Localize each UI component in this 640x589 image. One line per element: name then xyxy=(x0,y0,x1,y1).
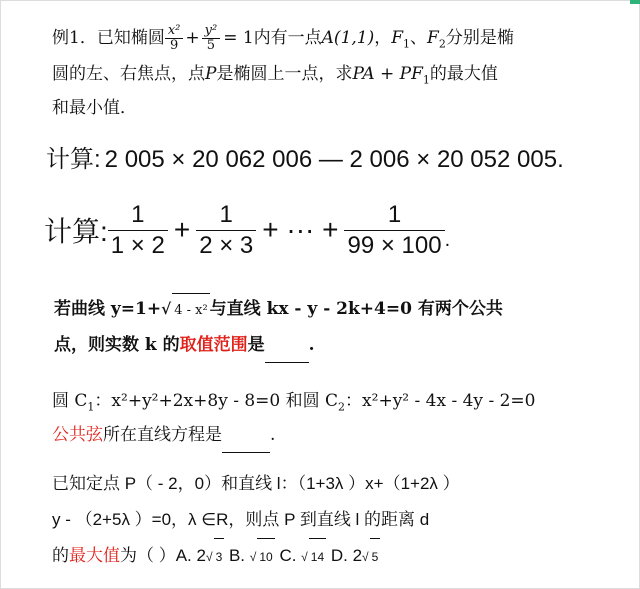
ellipse-fraction-x: $\frac{\text{x²}}{9}$ xyxy=(165,24,184,53)
problem-2-expression: 2 005 × 20 062 006 — 2 006 × 20 052 005. xyxy=(104,146,564,173)
option-b-radicand: 10 xyxy=(257,538,274,575)
problem-1 xyxy=(52,22,592,124)
common-chord-highlight: 公共弦 xyxy=(52,425,103,445)
problem-5 xyxy=(52,384,612,453)
problem-6-line-2: y - （2+5λ ）=0，λ ∈R，则点 P 到直线 l 的距离 d xyxy=(52,510,430,529)
option-a-radicand: 3 xyxy=(214,538,225,575)
problem-1-line-2: 圆的左、右焦点，点P是椭圆上一点，求PA + $PF_1$的最大值 xyxy=(52,64,498,87)
fraction-1: $\frac{1}{1 \times 2}$ xyxy=(108,200,168,261)
answer-blank xyxy=(265,328,309,363)
problem-6-line-3: 的最大值为（ ）A. 2√ 3 B. √ 10 C. √ 14 D. 2√ 5 xyxy=(52,538,612,575)
problem-5-line-2: 公共弦所在直线方程是 . xyxy=(52,418,612,453)
option-d-radicand: 5 xyxy=(370,538,381,575)
problem-1-label: 例1．已知椭圆 xyxy=(52,28,165,48)
fraction-2: $\frac{1}{2 \times 3}$ xyxy=(196,200,256,261)
answer-blank xyxy=(222,418,270,453)
problem-6-line-1: 已知定点 P（ - 2，0）和直线 l：（1+3λ ）x+（1+2λ ） xyxy=(52,474,460,493)
corner-marker xyxy=(630,0,640,4)
problem-4 xyxy=(54,292,614,363)
problem-2-label: 计算: xyxy=(46,146,101,173)
problem-4-line-2: 点，则实数 k 的取值范围是 . xyxy=(54,328,614,363)
problem-3: 计算: $\frac{1}{1 \times 2}$ + $\frac{1}{2 \times 3}$ + ··· + $\frac{1}{99 \times 100}$ . xyxy=(44,200,451,259)
fraction-3: $\frac{1}{99 \times 100}$ xyxy=(344,200,444,261)
problem-1-line-3: 和最小值． xyxy=(52,98,137,118)
problem-3-label: 计算: xyxy=(44,216,108,247)
max-value-highlight: 最大值 xyxy=(69,546,120,565)
sqrt-expression: 4 - x² xyxy=(172,293,209,328)
ellipse-fraction-y: $\frac{\text{y²}}{5}$ xyxy=(202,24,221,53)
problem-1-line-1: 例1．已知椭圆 $\frac{\text{x²}}{9}$ + $\frac{\text{y²}}{5}$ = 1内有一点A(1,1)，$F_1$、$F_2$分别是椭 xyxy=(52,23,514,53)
range-highlight: 取值范围 xyxy=(179,335,248,355)
option-c-radicand: 14 xyxy=(309,538,326,575)
problem-4-line-1: 若曲线 y=1+√ 4 - x² 与直线 kx - y - 2k+4=0 有两个公共 xyxy=(54,292,614,328)
problem-5-line-1: 圆 $C_1$：x²+y²+2x+8y - 8=0 和圆 $C_2$：x²+y² - 4x - 4y - 2=0 xyxy=(52,391,536,414)
problem-2 xyxy=(46,143,564,177)
problem-6 xyxy=(52,466,612,575)
